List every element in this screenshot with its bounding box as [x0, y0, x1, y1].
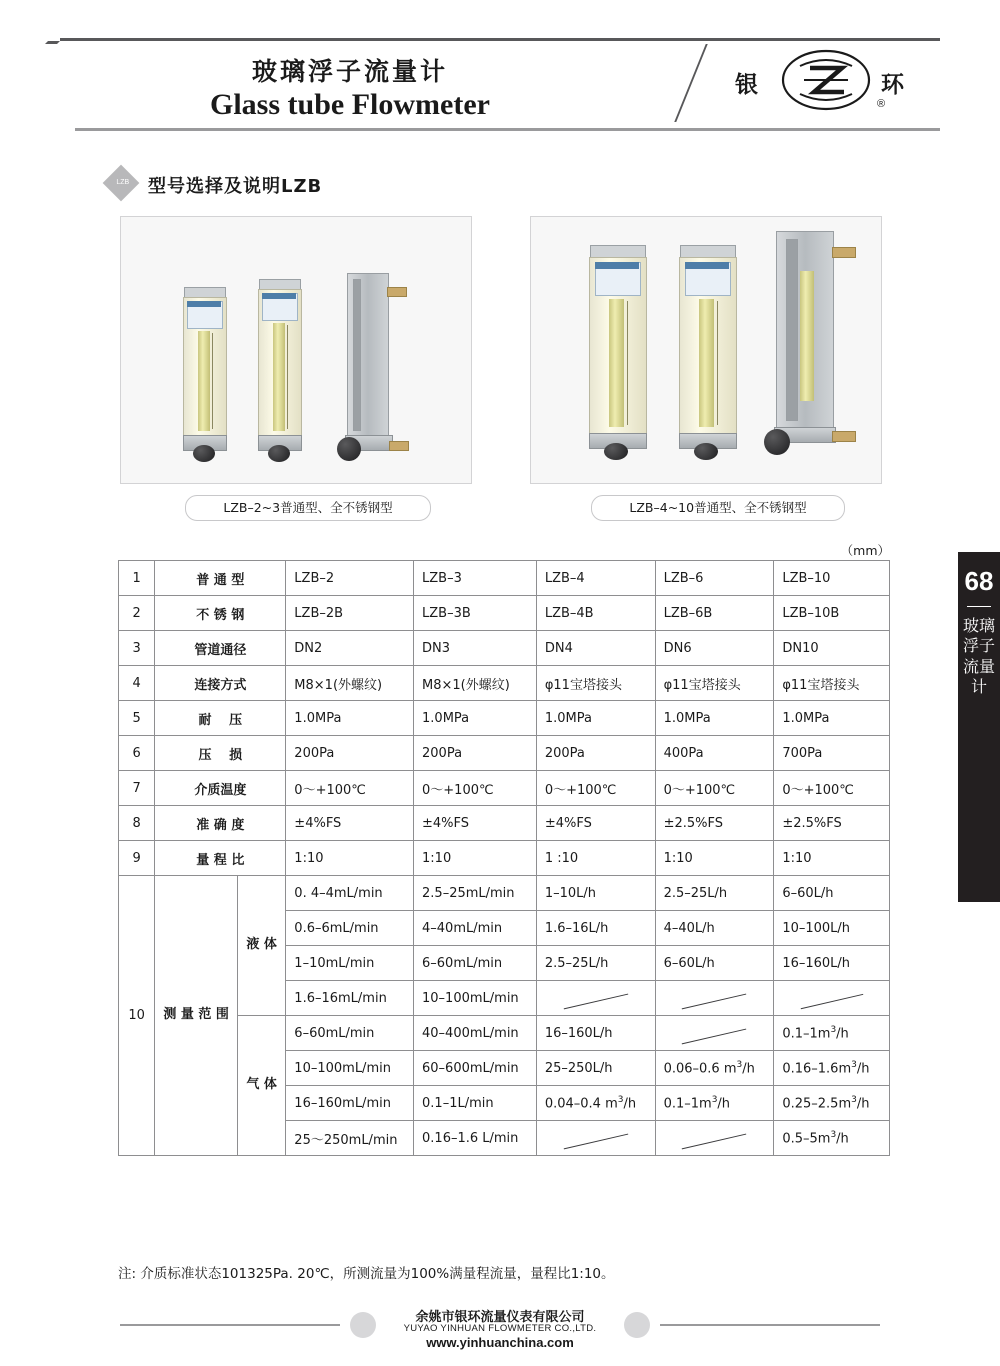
cell: ±4%FS [536, 806, 655, 841]
cell: M8×1(外螺纹) [414, 666, 537, 701]
row-label: 量 程 比 [155, 841, 286, 876]
cell: LZB–2 [286, 561, 414, 596]
table-row [119, 841, 890, 876]
cell: ±2.5%FS [774, 806, 890, 841]
cell-empty [655, 1121, 774, 1156]
flowmeter-lzb-stainless [339, 273, 409, 465]
row-index: 1 [119, 561, 155, 596]
section-badge-icon [103, 165, 140, 202]
cell: 40–400mL/min [414, 1016, 537, 1051]
brand-logo [735, 46, 920, 118]
photo-caption-left: LZB–2~3普通型、全不锈钢型 [185, 495, 431, 521]
cell-empty [655, 981, 774, 1016]
cell: 1.0MPa [414, 701, 537, 736]
product-photo-right [530, 216, 882, 484]
row-label: 压 损 [155, 736, 286, 771]
table-note: 注: 介质标准状态101325Pa. 20℃，所测流量为100%满量程流量，量程比1:10。 [118, 1266, 615, 1282]
cell: 200Pa [286, 736, 414, 771]
row-label: 介质温度 [155, 771, 286, 806]
cell: 0～+100℃ [286, 771, 414, 806]
cell: 1.6–16L/h [536, 911, 655, 946]
table-row [119, 701, 890, 736]
cell: 0～+100℃ [414, 771, 537, 806]
cell: LZB–4B [536, 596, 655, 631]
cell: 4–40L/h [655, 911, 774, 946]
row-label: 连接方式 [155, 666, 286, 701]
cell: 2.5–25L/h [536, 946, 655, 981]
cell: 16–160mL/min [286, 1086, 414, 1121]
cell: ±2.5%FS [655, 806, 774, 841]
unit-label: （mm） [840, 543, 890, 558]
cell: 700Pa [774, 736, 890, 771]
row-index: 10 [119, 876, 155, 1156]
cell: 0～+100℃ [774, 771, 890, 806]
cell: LZB–3 [414, 561, 537, 596]
page-header [0, 0, 1000, 150]
table-row [119, 736, 890, 771]
flowmeter-lzb10-stainless [766, 231, 858, 459]
cell: 0.16–1.6 L/min [414, 1121, 537, 1156]
cell: 1 :10 [536, 841, 655, 876]
cell: 200Pa [536, 736, 655, 771]
cell: 0～+100℃ [536, 771, 655, 806]
flowmeter-lzb6 [676, 245, 738, 460]
cell: 6–60mL/min [286, 1016, 414, 1051]
cell: DN6 [655, 631, 774, 666]
row-label: 普 通 型 [155, 561, 286, 596]
table-row [119, 771, 890, 806]
cell: 0. 4–4mL/min [286, 876, 414, 911]
cell: 0.6–6mL/min [286, 911, 414, 946]
cell: DN2 [286, 631, 414, 666]
photo-caption-right: LZB–4~10普通型、全不锈钢型 [591, 495, 845, 521]
cell: 2.5–25L/h [655, 876, 774, 911]
cell: 1.0MPa [655, 701, 774, 736]
yinhuan-mark-icon [780, 48, 872, 112]
row-index: 8 [119, 806, 155, 841]
cell: 10–100L/h [774, 911, 890, 946]
cell: 200Pa [414, 736, 537, 771]
cell: 10–100mL/min [414, 981, 537, 1016]
table-row [119, 596, 890, 631]
table-row [119, 806, 890, 841]
company-name-cn: 余姚市银环流量仪表有限公司 [415, 1310, 585, 1325]
page-title-cn: 玻璃浮子流量计 [251, 57, 448, 86]
cell: 1–10mL/min [286, 946, 414, 981]
cell: 25–250L/h [536, 1051, 655, 1086]
specification-table [118, 560, 890, 1156]
row-index: 5 [119, 701, 155, 736]
cell: LZB–10B [774, 596, 890, 631]
logo-text-left: 银 [735, 72, 758, 98]
cell: 60–600mL/min [414, 1051, 537, 1086]
cell: 0.1–1L/min [414, 1086, 537, 1121]
cell: LZB–2B [286, 596, 414, 631]
company-name-en: YUYAO YINHUAN FLOWMETER CO.,LTD. [403, 1323, 597, 1334]
flowmeter-lzb2 [181, 287, 227, 462]
cell: φ11宝塔接头 [536, 666, 655, 701]
cell: $0.25-2.5m^3/h$ [774, 1086, 890, 1121]
cell: 25～250mL/min [286, 1121, 414, 1156]
cell: ±4%FS [414, 806, 537, 841]
cell: 1.0MPa [774, 701, 890, 736]
cell-empty [536, 1121, 655, 1156]
cell: 1.6–16mL/min [286, 981, 414, 1016]
row-index: 7 [119, 771, 155, 806]
cell: 1:10 [286, 841, 414, 876]
cell: 6–60L/h [774, 876, 890, 911]
row-label-gas: 气 体 [237, 1016, 285, 1156]
cell: LZB–3B [414, 596, 537, 631]
cell: $0.1-1m^3/h$ [655, 1086, 774, 1121]
cell: $0.16-1.6m^3/h$ [774, 1051, 890, 1086]
logo-text-right: 环 [881, 72, 904, 98]
cell: 0.06–0.6 $m^3/h$ [655, 1051, 774, 1086]
cell: 1:10 [774, 841, 890, 876]
row-label: 不 锈 钢 [155, 596, 286, 631]
cell: 0～+100℃ [655, 771, 774, 806]
cell: DN4 [536, 631, 655, 666]
row-index: 4 [119, 666, 155, 701]
cell: LZB–6B [655, 596, 774, 631]
row-label: 准 确 度 [155, 806, 286, 841]
cell: 16–160L/h [536, 1016, 655, 1051]
cell: 1.0MPa [286, 701, 414, 736]
row-index: 3 [119, 631, 155, 666]
table-row [119, 561, 890, 596]
header-bottom-rule [75, 128, 940, 131]
section-title: 型号选择及说明LZB [148, 176, 323, 197]
cell: DN10 [774, 631, 890, 666]
cell: ±4%FS [286, 806, 414, 841]
cell: 0.04–0.4 $m^3/h$ [536, 1086, 655, 1121]
tab-label: 玻璃浮子流量计 [962, 616, 995, 697]
row-index: 6 [119, 736, 155, 771]
cell-empty [655, 1016, 774, 1051]
row-label: 耐 压 [155, 701, 286, 736]
table-row [119, 666, 890, 701]
cell: DN3 [414, 631, 537, 666]
cell-empty [536, 981, 655, 1016]
cell: LZB–6 [655, 561, 774, 596]
cell: LZB–10 [774, 561, 890, 596]
row-label-range: 测 量 范 围 [155, 876, 238, 1156]
cell-empty [774, 981, 890, 1016]
section-heading [108, 168, 608, 202]
flowmeter-lzb4 [586, 245, 648, 460]
cell: $0.1-1m^3/h$ [774, 1016, 890, 1051]
cell: 1:10 [655, 841, 774, 876]
cell: M8×1(外螺纹) [286, 666, 414, 701]
cell: $0.5-5m^3/h$ [774, 1121, 890, 1156]
tab-divider [967, 606, 991, 607]
page-title-en: Glass tube Flowmeter [210, 88, 490, 121]
page-footer [0, 1300, 1000, 1356]
flowmeter-lzb3 [256, 279, 302, 462]
cell: 1:10 [414, 841, 537, 876]
cell: 1.0MPa [536, 701, 655, 736]
table-row [119, 631, 890, 666]
table-row [119, 876, 890, 911]
cell: 4–40mL/min [414, 911, 537, 946]
page-side-tab [958, 552, 1000, 902]
header-top-rule [60, 38, 940, 41]
row-label-liquid: 液 体 [237, 876, 285, 1016]
cell: φ11宝塔接头 [655, 666, 774, 701]
cell: LZB–4 [536, 561, 655, 596]
cell: φ11宝塔接头 [774, 666, 890, 701]
page-number: 68 [964, 566, 994, 596]
cell: 6–60L/h [655, 946, 774, 981]
cell: 16–160L/h [774, 946, 890, 981]
row-index: 9 [119, 841, 155, 876]
company-website[interactable]: www.yinhuanchina.com [426, 1335, 574, 1350]
cell: 10–100mL/min [286, 1051, 414, 1086]
cell: 2.5–25mL/min [414, 876, 537, 911]
section-badge-label: LZB [116, 179, 130, 187]
row-label: 管道通径 [155, 631, 286, 666]
cell: 6–60mL/min [414, 946, 537, 981]
cell: 400Pa [655, 736, 774, 771]
registered-trademark-icon: ® [877, 98, 886, 110]
cell: 1–10L/h [536, 876, 655, 911]
row-index: 2 [119, 596, 155, 631]
product-photo-left [120, 216, 472, 484]
